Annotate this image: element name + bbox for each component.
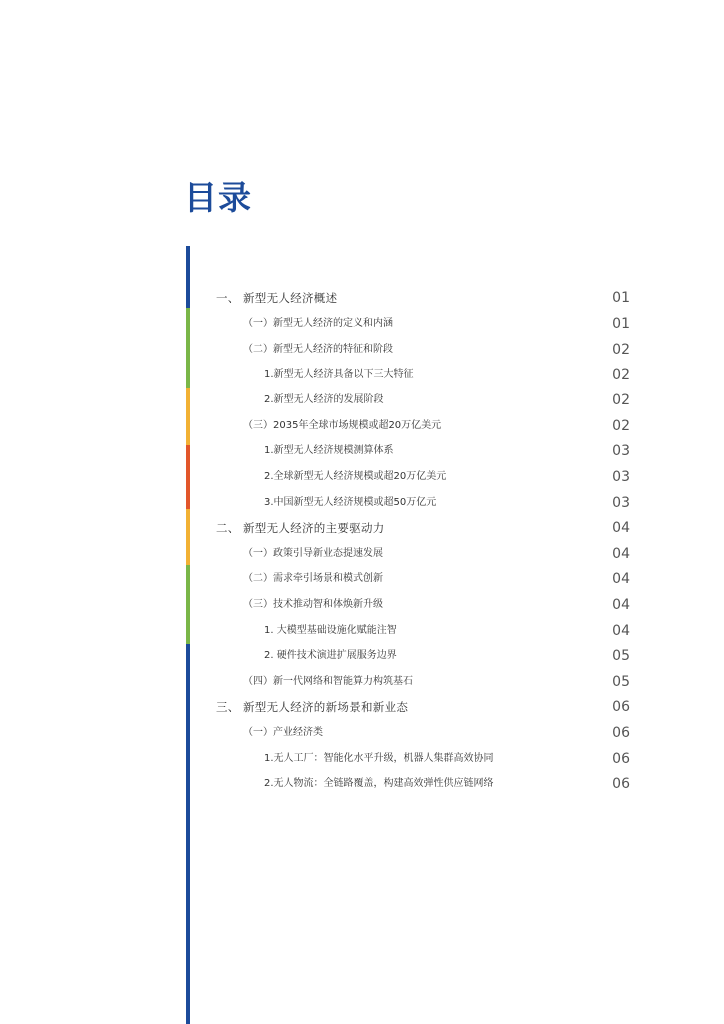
toc-entry-label [216, 697, 408, 717]
toc-page-number: 02 [612, 418, 630, 434]
toc-page-number: 05 [612, 674, 630, 690]
toc-entry[interactable] [0, 569, 724, 589]
toc-entry[interactable] [0, 416, 724, 436]
toc-entry[interactable] [0, 467, 724, 487]
toc-page-number: 06 [612, 699, 630, 715]
toc-entry-label: 3.中国新型无人经济规模或超50万亿元 [264, 497, 437, 508]
toc-entry-label: 1. 大模型基础设施化赋能注智 [264, 625, 397, 636]
toc-entry-label [216, 518, 385, 538]
toc-entry-label: 1.新型无人经济具备以下三大特征 [264, 369, 414, 380]
toc-page-number: 02 [612, 367, 630, 383]
toc-page-number: 03 [612, 469, 630, 485]
toc-page-number: 03 [612, 495, 630, 511]
toc-entry-text: 新型无人经济的主要驱动力 [243, 521, 385, 535]
toc-page-number: 02 [612, 392, 630, 408]
toc-page-number: 02 [612, 342, 630, 358]
toc-entry[interactable] [0, 621, 724, 641]
toc-entry-label: 2.无人物流：全链路覆盖，构建高效弹性供应链网络 [264, 778, 494, 789]
toc-entry-label: （三）2035年全球市场规模或超20万亿美元 [243, 420, 442, 431]
toc-entry[interactable] [0, 441, 724, 461]
toc-chapter-marker: 一、 [216, 291, 240, 305]
toc-page-number: 04 [612, 546, 630, 562]
toc-page-number: 06 [612, 751, 630, 767]
toc-entry[interactable] [0, 774, 724, 794]
toc-entry[interactable] [0, 646, 724, 666]
toc-page-number: 01 [612, 290, 630, 306]
toc-page-number: 04 [612, 520, 630, 536]
toc-entry-label: 1.新型无人经济规模测算体系 [264, 445, 394, 456]
toc-entry-label: 2.全球新型无人经济规模或超20万亿美元 [264, 471, 447, 482]
toc-entry-label: 2. 硬件技术演进扩展服务边界 [264, 650, 397, 661]
toc-entry[interactable] [0, 493, 724, 513]
toc-chapter-marker: 二、 [216, 521, 240, 535]
toc-page-number: 04 [612, 597, 630, 613]
toc-entry-label: （一）新型无人经济的定义和内涵 [243, 318, 393, 329]
toc-entry-label: （一）政策引导新业态提速发展 [243, 548, 383, 559]
page-title: 目录 [184, 178, 252, 217]
toc-entry-text: 新型无人经济的新场景和新业态 [243, 700, 409, 714]
toc-page-number: 05 [612, 648, 630, 664]
toc-entry-label: （四）新一代网络和智能算力构筑基石 [243, 676, 413, 687]
toc-entry-label: （一）产业经济类 [243, 727, 323, 738]
toc-entry-label: （二）新型无人经济的特征和阶段 [243, 344, 393, 355]
toc-entry[interactable] [0, 314, 724, 334]
toc-entry[interactable] [0, 340, 724, 360]
toc-chapter-marker: 三、 [216, 700, 240, 714]
toc-page-number: 03 [612, 443, 630, 459]
toc-entry[interactable] [0, 723, 724, 743]
toc-entry[interactable] [0, 390, 724, 410]
toc-entry-chapter-3[interactable] [0, 697, 724, 717]
toc-entry[interactable] [0, 595, 724, 615]
toc-entry[interactable] [0, 672, 724, 692]
toc-entry[interactable] [0, 749, 724, 769]
toc-entry[interactable] [0, 365, 724, 385]
toc-entry-label: （二）需求牵引场景和模式创新 [243, 573, 383, 584]
toc-entry-chapter-2[interactable] [0, 518, 724, 538]
toc-entry-label [216, 288, 337, 308]
toc-page-number: 06 [612, 776, 630, 792]
toc-entry-label: （三）技术推动智和体焕新升级 [243, 599, 383, 610]
toc-page-number: 01 [612, 316, 630, 332]
toc-entry-chapter-1[interactable] [0, 288, 724, 308]
toc-entry-text: 新型无人经济概述 [243, 291, 338, 305]
toc-entry[interactable] [0, 544, 724, 564]
toc-page-number: 04 [612, 623, 630, 639]
toc-entry-label: 2.新型无人经济的发展阶段 [264, 394, 384, 405]
toc-page-number: 06 [612, 725, 630, 741]
toc-page-number: 04 [612, 571, 630, 587]
toc-entry-label: 1.无人工厂：智能化水平升级，机器人集群高效协同 [264, 753, 494, 764]
